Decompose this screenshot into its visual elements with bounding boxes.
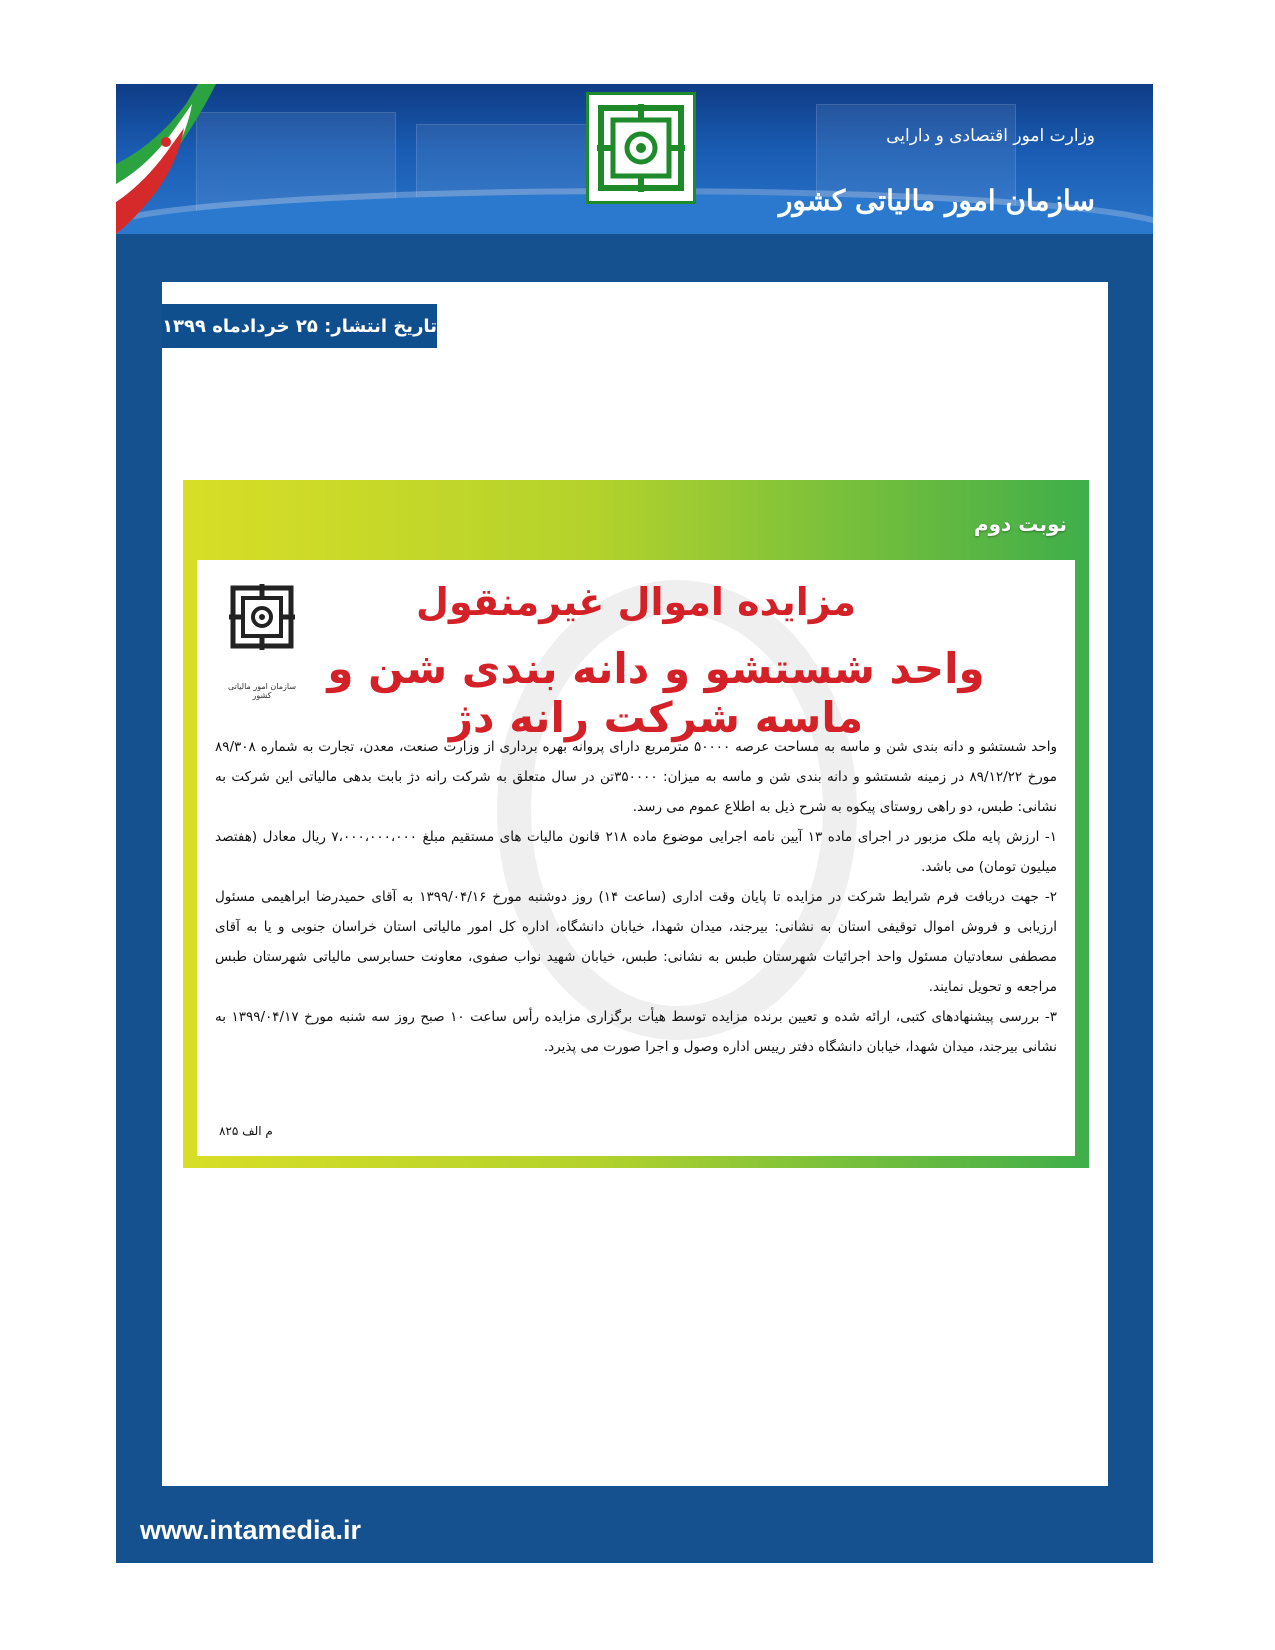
- site-url-link[interactable]: www.intamedia.ir: [140, 1515, 362, 1545]
- org-emblem: [586, 92, 696, 204]
- iran-flag-icon: [116, 84, 236, 234]
- tax-org-logo-icon: [229, 584, 295, 672]
- emblem-icon: [595, 102, 687, 194]
- notice-body: [197, 560, 1075, 1156]
- header-banner: [116, 84, 1153, 234]
- publication-date: تاریخ انتشار: ۲۵ خردادماه ۱۳۹۹: [162, 304, 437, 348]
- notice-text: [215, 732, 1057, 1062]
- notice-subtitle: واحد شستشو و دانه بندی شن و ماسه شرکت رانه دژ: [327, 644, 985, 742]
- notice-item-3: ۳- بررسی پیشنهادهای کتبی، ارائه شده و تعیین برنده مزایده توسط هیأت برگزاری مزایده رأس ساعت ۱۰ صبح روز سه شنبه مورخ ۱۳۹۹/۰۴/۱۷ به نشانی بیرجند، میدان شهدا، خیابان دانشگاه دفتر رییس اداره وصول و اجرا صورت می پذیرد.: [215, 1009, 1057, 1055]
- notice-intro: واحد شستشو و دانه بندی شن و ماسه به مساحت عرصه ۵۰۰۰۰ مترمربع دارای پروانه بهره برداری از وزارت صنعت، معدن، تجارت به شماره ۸۹/۳۰۸ مورخ ۸۹/۱۲/۲۲ در زمینه شستشو و دانه بندی شن و ماسه به میزان: ۳۵۰۰۰۰تن در سال متعلق به شرکت رانه دژ بابت بدهی مالیاتی این شرکت به نشانی: طبس، دو راهی روستای پیکوه به شرح ذیل به اطلاع عموم می رسد.: [215, 739, 1058, 815]
- ministry-name: وزارت امور اقتصادی و دارایی: [886, 126, 1095, 146]
- notice-title: مزایده اموال غیرمنقول: [416, 580, 856, 624]
- reference-number: م الف ۸۲۵: [219, 1124, 273, 1138]
- auction-notice: [183, 480, 1089, 1168]
- logo-caption: سازمان امور مالیاتی کشور: [227, 682, 297, 700]
- notice-item-1: ۱- ارزش پایه ملک مزبور در اجرای ماده ۱۳ آیین نامه اجرایی موضوع ماده ۲۱۸ قانون مالیات های مستقیم مبلغ ۷،۰۰۰،۰۰۰،۰۰۰ ریال معادل (هفتصد میلیون تومان) می باشد.: [215, 829, 1057, 875]
- round-label: نوبت دوم: [973, 512, 1067, 536]
- notice-item-2: ۲- جهت دریافت فرم شرایط شرکت در مزایده تا پایان وقت اداری (ساعت ۱۴) روز دوشنبه مورخ ۱۳۹۹/۰۴/۱۶ به آقای حمیدرضا ابراهیمی مسئول ارزیابی و فروش اموال توقیفی استان به نشانی: بیرجند، میدان شهدا، خیابان دانشگاه، اداره کل امور مالیاتی استان خراسان جنوبی و یا به آقای مصطفی سعادتیان مسئول واحد اجرائیات شهرستان طبس به نشانی: طبس، خیابان شهید نواب صفوی، معاونت حسابرسی مالیاتی شهرستان طبس مراجعه و تحویل نمایند.: [215, 889, 1057, 995]
- notice-logo: [227, 584, 297, 704]
- organization-name: سازمان امور مالیاتی کشور: [778, 184, 1095, 217]
